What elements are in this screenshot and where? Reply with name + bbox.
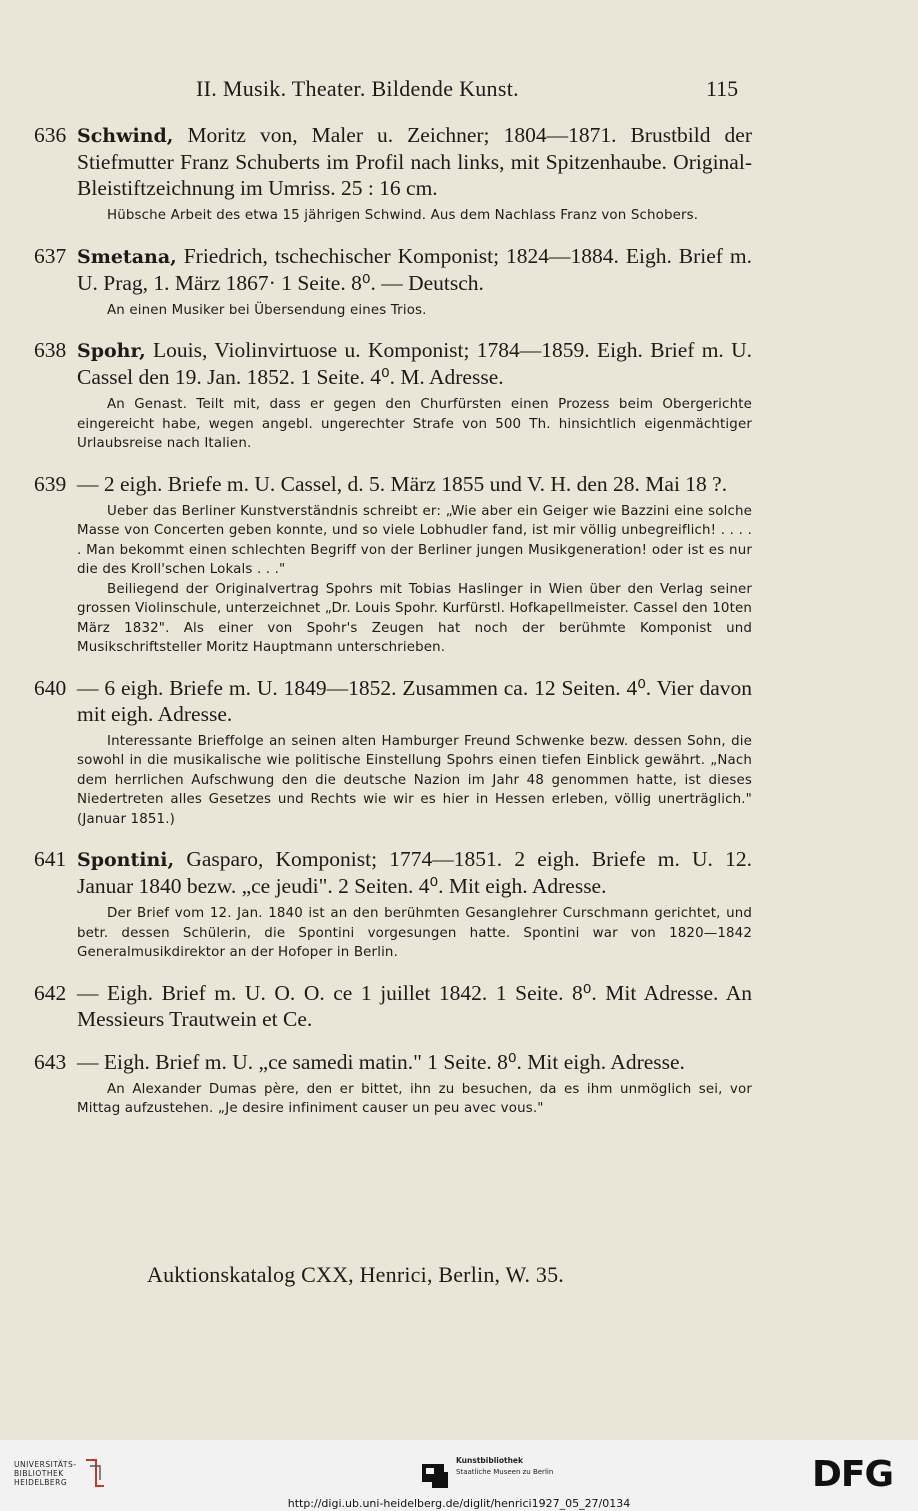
entry-name: Schwind, xyxy=(77,125,174,147)
entry-number: 640 xyxy=(34,675,67,700)
entry-number: 642 xyxy=(34,980,67,1005)
entry-number: 636 xyxy=(34,123,67,147)
entry-description: — 2 eigh. Briefe m. U. Cassel, d. 5. März 1855 und V. H. den 28. Mai 18 ?. xyxy=(77,471,728,496)
kunstbibliothek-logo-icon[interactable] xyxy=(420,1458,450,1490)
university-logo-icon[interactable] xyxy=(82,1456,108,1490)
entry-heading xyxy=(77,846,752,899)
entry-heading xyxy=(77,122,752,201)
page-number: 115 xyxy=(706,76,739,101)
viewer-footer-bar xyxy=(0,1440,918,1511)
catalog-entry xyxy=(34,337,752,454)
catalog-entry xyxy=(34,243,752,321)
entry-number: 638 xyxy=(34,338,67,362)
catalog-entry xyxy=(34,1049,752,1119)
entry-note: Der Brief vom 12. Jan. 1840 ist an den berühmten Gesanglehrer Curschmann gerichtet, und betr. dessen Schülerin, die Spontini vorgesungen hatte. Spontini war von 1820—1842 Generalmusikdirektor an der Hofoper in Berlin. xyxy=(77,906,752,960)
entry-name: Spohr, xyxy=(77,340,146,362)
catalog-entry xyxy=(34,471,752,658)
entry-description: Friedrich, tschechischer Komponist; 1824—1884. Eigh. Brief m. U. Prag, 1. März 1867· 1 Seite. 8⁰. — Deutsch. xyxy=(77,243,753,295)
catalog-entry xyxy=(34,122,752,226)
entry-note: Ueber das Berliner Kunstverständnis schreibt er: „Wie aber ein Geiger wie Bazzini eine solche Masse von Concerten geben konnte, und so viele Lobhudler fand, ist mir völlig unbegreiflich! . . . . . Man bekommt einen schlechten Begriff von der Berliner jungen Musikgeneration! oder ist es nur die des Kroll'schen Lokals . . ." xyxy=(77,503,752,577)
entry-number: 639 xyxy=(34,471,67,496)
catalog-entry xyxy=(34,980,752,1032)
entry-heading xyxy=(77,471,752,497)
entry-note: An Genast. Teilt mit, dass er gegen den Churfürsten einen Prozess beim Obergerichte eingereicht habe, wegen angebl. ungerechter Strafe von 500 Th. hinsichtlich eigenmächtiger Urlaubsreise nach Italien. xyxy=(77,397,752,451)
entry-number: 641 xyxy=(34,847,67,871)
page-header xyxy=(0,76,918,106)
university-library-label[interactable]: UNIVERSITÄTS- BIBLIOTHEK HEIDELBERG xyxy=(14,1460,77,1487)
entry-name: Spontini, xyxy=(77,849,175,871)
entry-heading xyxy=(77,1049,752,1075)
entry-heading xyxy=(77,675,752,727)
entry-note: Hübsche Arbeit des etwa 15 jährigen Schwind. Aus dem Nachlass Franz von Schobers. xyxy=(107,208,699,223)
entry-heading xyxy=(77,337,752,390)
entry-note: Beiliegend der Originalvertrag Spohrs mit Tobias Haslinger in Wien über den Verlag seiner grossen Violinschule, unterzeichnet „Dr. Louis Spohr. Kurfürstl. Hofkapellmeister. Cassel den 10ten März 1832". Als einer von Spohr's Zeugen hat noch der berühmte Komponist und Musikschriftsteller Moritz Hauptmann unterschrieben. xyxy=(77,581,752,655)
kunstbibliothek-label[interactable]: Kunstbibliothek Staatliche Museen zu Berlin xyxy=(456,1456,554,1476)
entry-description: — Eigh. Brief m. U. O. O. ce 1 juillet 1842. 1 Seite. 8⁰. Mit Adresse. An Messieurs Trautwein et Ce. xyxy=(77,980,752,1031)
catalog-footer: Auktionskatalog CXX, Henrici, Berlin, W. 35. xyxy=(147,1262,564,1287)
entry-name: Smetana, xyxy=(77,245,177,268)
entry-description: Louis, Violinvirtuose u. Komponist; 1784—1859. Eigh. Brief m. U. Cassel den 19. Jan. 1852. 1 Seite. 4⁰. M. Adresse. xyxy=(77,338,752,389)
entry-description: — Eigh. Brief m. U. „ce samedi matin." 1 Seite. 8⁰. Mit eigh. Adresse. xyxy=(77,1049,685,1074)
entry-description: Gasparo, Komponist; 1774—1851. 2 eigh. Briefe m. U. 12. Januar 1840 bezw. „ce jeudi". 2 Seiten. 4⁰. Mit eigh. Adresse. xyxy=(77,847,752,898)
entry-note: An einen Musiker bei Übersendung eines Trios. xyxy=(107,302,427,318)
running-title: II. Musik. Theater. Bildende Kunst. xyxy=(196,76,519,101)
entry-heading xyxy=(77,243,752,296)
entry-note: An Alexander Dumas père, den er bittet, ihn zu besuchen, da es ihm unmöglich sei, vor Mittag aufzustehen. „Je desire infiniment causer un peu avec vous." xyxy=(77,1081,752,1116)
catalog-entry xyxy=(34,675,752,830)
entry-description: — 6 eigh. Briefe m. U. 1849—1852. Zusammen ca. 12 Seiten. 4⁰. Vier davon mit eigh. Adresse. xyxy=(77,675,752,726)
entry-heading xyxy=(77,980,752,1032)
entry-number: 643 xyxy=(34,1049,67,1074)
catalog-entry xyxy=(34,846,752,963)
entry-number: 637 xyxy=(34,243,67,268)
entry-list xyxy=(34,122,752,1136)
permalink-url[interactable]: http://digi.ub.uni-heidelberg.de/diglit/henrici1927_05_27/0134 xyxy=(287,1497,631,1510)
entry-note: Interessante Brieffolge an seinen alten Hamburger Freund Schwenke bezw. dessen Sohn, die sowohl in die musikalische wie politische Einstellung Spohrs einen tiefen Einblick gewährt. „Nach dem herrlichen Aufschwung den die deutsche Nazion im Jahr 48 genommen hatte, ist dieses Niedertreten alles Gesetzes und Rechts wie wir es hier in Hessen erleben, völlig unerträglich." (Januar 1851.) xyxy=(77,733,752,827)
entry-description: Moritz von, Maler u. Zeichner; 1804—1871. Brustbild der Stiefmutter Franz Schuberts im Profil nach links, mit Spitzenhaube. Original-Bleistiftzeichnung im Umriss. 25 : 16 cm. xyxy=(77,123,752,200)
dfg-logo[interactable]: DFG xyxy=(812,1454,894,1495)
